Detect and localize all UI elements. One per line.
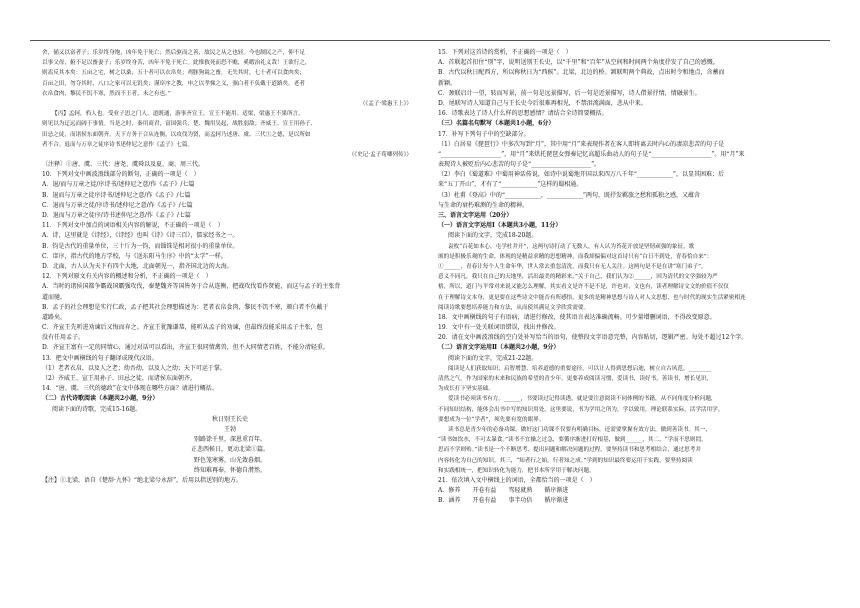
left-text-line: （2）齐威王、宣王用孙子、田忌之徒，而诸侯东面朝齐。 bbox=[42, 375, 196, 382]
right-text-line: 阅读是人们获取知识、启智增慧、培养道德的重要途径，可以让人得到思想启迪，树立自古风范，________ bbox=[448, 365, 711, 372]
left-text-line: 道而驰。 bbox=[42, 293, 67, 301]
right-text-line: 表现诗人被贬后内心悲苦的句子是“____________________”。 bbox=[438, 161, 601, 169]
left-text-line: （《史记·孟子荀卿列传》） bbox=[348, 151, 412, 158]
right-text-line: （三）名篇名句默写（本题共1小题，6分） bbox=[438, 120, 555, 128]
right-text-line: 新颖。 bbox=[438, 79, 457, 87]
right-text-line: （二）语言文字运用Ⅱ（本题共2小题，9分） bbox=[438, 344, 560, 352]
right-text-line: 为成长打下坚实基础。 bbox=[438, 386, 494, 393]
right-text-line: 21．依次填入文中横线上的词语，全都恰当的一项是（ ） bbox=[438, 476, 596, 484]
right-text-line: ①______，青春让每个人生命年华，世人常去重忽清洗，而我只有无人关注。这两句是不是在讲“寒门弟子”， bbox=[438, 263, 707, 270]
right-text-line: A．修养 开卷有益 驾轻就熟 循序渐进 bbox=[438, 487, 569, 495]
left-text-line: 王勃 bbox=[223, 425, 236, 433]
right-text-line: C．颈联启计一望，转而写景，前一句是远景描写，后一句是近景描写，诗人借景抒情，情融景生。 bbox=[438, 89, 701, 97]
right-text-line: 袁枚“百花如本心，屯学杜井开”，这两句诗打动了无数人，有人认为苔花开放是坚韧顽强的象征，歌 bbox=[448, 243, 695, 250]
left-text-line: 阅读下面的诗歌，完成15-16题。 bbox=[52, 405, 142, 413]
right-text-line: 20．请在文中画波浪线的空白处补写恰当的语句，使整段文字语意完整，内容贴切，逻辑严密。每处不超过12个字。 bbox=[438, 334, 748, 342]
right-text-line: 爱读书必须读书有方。______，书要读过记得读透，就是要注意阅读不同体例的书籍，从不同角度分析问题， bbox=[448, 396, 717, 403]
right-text-line: A．首联起首扣住“别”字，说明送别王长史，以“千里”和“百年”从空间和时间两个角度抒发了自己的感慨。 bbox=[438, 59, 719, 67]
right-text-line: 18．文中画横线的句子有语病，请进行修改，使其语言表达准确流畅。可少量增删词语，不得改变原意。 bbox=[438, 313, 716, 321]
right-text-line: 思而不学则殆。”读书是一个不断思考、提出问题和解决问题的过程。要坚持读书和思考相结合，通过思考并 bbox=[438, 447, 701, 454]
left-text-line: 秋日别王长史 bbox=[211, 415, 248, 423]
right-text-line: 阅读下面的文字，完成18-20题。 bbox=[448, 232, 538, 240]
left-text-line: 则见以为迂远而阔于事情。当是之时，秦用商君，富国强兵；楚、魏用吴起，战胜弱敌；齐威王、宣王用孙子、 bbox=[42, 121, 317, 128]
left-text-line: （1）老者衣帛，以及人之老；幼吾幼，以及人之幼；天下可运于掌。 bbox=[42, 364, 226, 372]
left-text-line: 舍，俑又以富者子；乐岁终身饱，凶年免于死亡；然后驱而之善，故民之从之也轻。今也制民之产，仰不足 bbox=[42, 50, 305, 56]
left-text-line: 衣帛食肉，黎民不饥不寒，然而不王者，未之有也。” bbox=[42, 90, 171, 97]
left-text-line: 野色笼寒雾，山光敛暮烟。 bbox=[193, 456, 266, 464]
left-text-line: 正悲西候日，更动北梁①篇。 bbox=[190, 446, 269, 454]
left-text-line: D．北面，古人认为天下有四个大地，北面朝见一，指齐国北边的大海。 bbox=[42, 262, 233, 270]
right-text-line: 17．补写下列句子中的空缺部分。 bbox=[438, 130, 530, 138]
left-column bbox=[42, 48, 418, 486]
right-text-line: 清然之气。作为国家的未来和民族的希望的青少年，更要养成阅读习惯，爱读书，读好书，善读书，增长见识， bbox=[438, 376, 713, 382]
right-text-line: 15．下列对这首诗的赏析，不正确的一项是（ ） bbox=[438, 49, 572, 56]
right-text-line: 来“五丁开山”，才有了“____________”这样的蜀相通。 bbox=[438, 181, 583, 189]
left-text-line: C．齐宣王先听进劝谏后又悔而弃之。齐宣王犹豫谦恭，能听从孟子的劝谏，但最终没能采用孟子主张，包 bbox=[42, 324, 323, 332]
right-text-line: 在于理解诗文本身，更是要在这些诗文中能否有所感悟，更多的是精神思想与诗人对人文思想，也与时代的现实生活紧密相连 bbox=[438, 294, 746, 301]
left-text-line: 以事父母，俯不足以畜妻子；乐岁终身苦，凶年不免于死亡。此惟救死而恐不赡，奚暇治礼义哉！王欲行之， bbox=[42, 60, 311, 67]
left-text-line: 则盍反其本矣：五亩之宅，树之以桑，五十者可以衣帛矣；鸡豚狗彘之畜，无失其时，七十者可以食肉矣； bbox=[42, 70, 305, 77]
right-text-line: 和实践相统一，把知识转化为能力，把书本所学用于解决问题。 bbox=[438, 467, 595, 474]
left-text-line: B．钧是古代的重量单位，三十斤为一钧，而锱铢是相对很小的重量单位。 bbox=[42, 242, 239, 250]
right-text-line: 颂的是积极乐观的生命，体现的是精益求精的思想精神。而我却偏偏对这首诗只有“白日不到处，青春恰自来”： bbox=[438, 253, 713, 260]
right-text-line: “____________________”，用“月”来烘托琵琶女弹奏记忆高超乐曲动人的句子是“____________________”。用“月”来 bbox=[438, 150, 745, 158]
right-text-line: （2）李白《蜀道难》中蜀用神话传说，如诗中说蜀地开国以来四万八千年“____________”，以显其困难；后 bbox=[438, 171, 724, 179]
right-text-line: 与生命的衰朽难测的生命的精神。 bbox=[438, 201, 529, 209]
right-text-line: D．尾联写诗人知道自己与王长史今后很难再相见，不禁泪流满面，悲从中来。 bbox=[438, 99, 647, 107]
left-text-line: 【注】①北梁，语自《楚辞·九怀》“绝北梁兮永辞”，后用以指送别的地方。 bbox=[42, 476, 243, 484]
left-text-line: （二）古代诗歌阅读（本题共2小题，9分） bbox=[42, 395, 159, 403]
left-text-line: 道路矣。 bbox=[42, 313, 67, 321]
left-text-line: 12．下列对原文有关内容的概述和分析，不正确的一项是（ ） bbox=[42, 273, 212, 281]
right-text-line: （1）白居易《琵琶行》中多次写到“月”，其中用“月”来表现作者在客人即将离去时内心的凄凉悲苦的句子是 bbox=[438, 140, 725, 148]
right-text-line: 不同知识结构，能体会出书中写的知识用处。这里要说，书为学用之所为，学以致用，理论联系实际，活学活用学。 bbox=[438, 406, 724, 413]
left-text-line: C．庠序，指古代的地方学校，与《送东阳马生序》中的“太学”一样。 bbox=[42, 252, 227, 260]
right-text-line: （一）语言文字运用Ⅰ（本题共3小题，11分） bbox=[438, 222, 562, 230]
right-text-line: 阅读诗歌要想培养能力和方法，从而使其满足文学欣赏需要。 bbox=[438, 304, 590, 311]
right-column bbox=[438, 48, 830, 506]
left-text-line: 终知难再奉，怀德自潸然。 bbox=[193, 466, 266, 474]
left-text-line: 〔注释〕①唐、虞、三代：唐尧、虞舜以及夏、商、周三代。 bbox=[42, 161, 205, 169]
left-text-line: D．退而与万章之徒序/诗书述仲尼之意/作《孟子》/七篇 bbox=[42, 212, 191, 219]
right-text-line: B．涵养 开卷有益 事半功倍 循序渐进 bbox=[438, 497, 569, 505]
left-text-line: D．齐宣王富有一定的同情心，通过对话可以看出，齐宣王很同情禽兽，但不大同情老百姓，不能分清轻重。 bbox=[42, 344, 329, 352]
right-text-line: 意义不同凡，我只在自己的天地里，活出最美的精彩来。”关于自己，我们认为②______，因为清代的文学强较为严 bbox=[438, 274, 718, 281]
left-text-line: （《孟子·梁惠王上》） bbox=[359, 100, 412, 107]
right-text-line: B．古代以秋日配西方，所以称秋日为“西候”。北梁，北边的桥。颔联明两个典故，点出时令和地点，含蓄而 bbox=[438, 69, 725, 77]
left-text-line: 田忌之徒，而诸侯东面朝齐。天下方务于合从连衡，以攻伐为贤，而孟轲乃述唐、虞、三代①之德，是以所如 bbox=[42, 131, 311, 138]
left-text-line: 别路馀千里，深恩重百年。 bbox=[193, 436, 266, 444]
right-text-line: “读书如饮水，不可太暴食。”读书不宜操之过急，要循序渐进打好根基，做到______，其二，“学而不思则罔， bbox=[438, 437, 707, 444]
left-text-line: 14．“唐、虞、三代的德政”在文中体现在哪些方面？请进行概括。 bbox=[42, 385, 218, 393]
right-text-line: 三、语言文字运用（20分） bbox=[438, 212, 513, 219]
right-text-line: 读书总是青少年的必备功课。做好这门功课不仅要有明确目标，还需要掌握有效方法，做到善读书。其一， bbox=[448, 426, 711, 433]
left-text-line: B．孟子的社会理想是实行仁政，孟子把其社会理想描述为：老者衣帛食肉，黎民不饥不寒，颁白者不负戴于 bbox=[42, 303, 329, 311]
left-text-line: 百亩之田，勿夺其时，八口之家可以无饥矣；谨庠序之教，申之以孝悌之义，颁白者不负戴于道路矣。老者 bbox=[42, 80, 305, 87]
right-text-line: 内容转化为自己的知识。其三，“知者行之始，行者知之成。”学到的知识最终要运用于实践，要坚持阅读 bbox=[438, 457, 693, 464]
left-text-line: 【丙】孟轲，驺人也。受业子思之门人。道既通，游事齐宣王，宣王不能用。适梁，梁惠王不果所言， bbox=[52, 111, 304, 118]
left-text-line: 11．下列对文中加点的词语相关内容的解说，不正确的一项是（ ） bbox=[42, 222, 224, 230]
left-text-line: 者不合。退而与万章之徒序诗书述仲尼之意作《孟子》七篇。 bbox=[42, 141, 194, 148]
right-text-line: 要想成为一位“学者”，须先要有宽的眼界。 bbox=[438, 416, 545, 423]
left-text-line: 10．下列对文中画波浪线部分的断句，正确的一项是（ ） bbox=[42, 171, 200, 179]
left-text-line: A．当时的诸侯国都争霸战国霸强攻伐，秦楚魏齐等国皆务于合从连衡，把战攻伐看作贤能，而这与孟子的主张背 bbox=[42, 283, 341, 291]
right-text-line: 阅读下面的文字，完成21-22题。 bbox=[448, 354, 538, 362]
left-text-line: A．诗，这里就是《诗经》，《诗经》也叫《诗》《诗三百》，儒家经书之一。 bbox=[42, 232, 239, 240]
left-text-line: A．退/而与万章之徒/序诗书/述仲尼之意/作《孟子》/七篇 bbox=[42, 181, 195, 189]
right-text-line: 16．诗歌表达了诗人什么样的思想感情？请结合全诗简要概括。 bbox=[438, 110, 608, 118]
left-text-line: 13．把文中画横线的句子翻译成现代汉语。 bbox=[42, 354, 158, 362]
left-text-line: B．退而与万章之徒序诗书/述仲尼之意/作《孟子》/七篇 bbox=[42, 191, 191, 199]
right-text-line: 19．文中有一处关联词语错误，找出并修改。 bbox=[438, 324, 560, 332]
right-text-line: （3）杜甫《登高》中的“____________，____________”两句，既抒发羁旅之愁和孤独之感，又蕴含 bbox=[438, 191, 700, 199]
top-rule bbox=[30, 40, 830, 41]
left-text-line: 没有任用孟子。 bbox=[42, 334, 85, 342]
right-text-line: 格，所以，道门与平常对来说又能怎么理解。其实看文是许不是不是，许也对，文也有，读者理解诗文文的价值不仅仅 bbox=[438, 284, 729, 291]
left-text-line: C．退而与万章之徒/序诗书/述仲尼之意/作《孟子》/七篇 bbox=[42, 201, 193, 209]
